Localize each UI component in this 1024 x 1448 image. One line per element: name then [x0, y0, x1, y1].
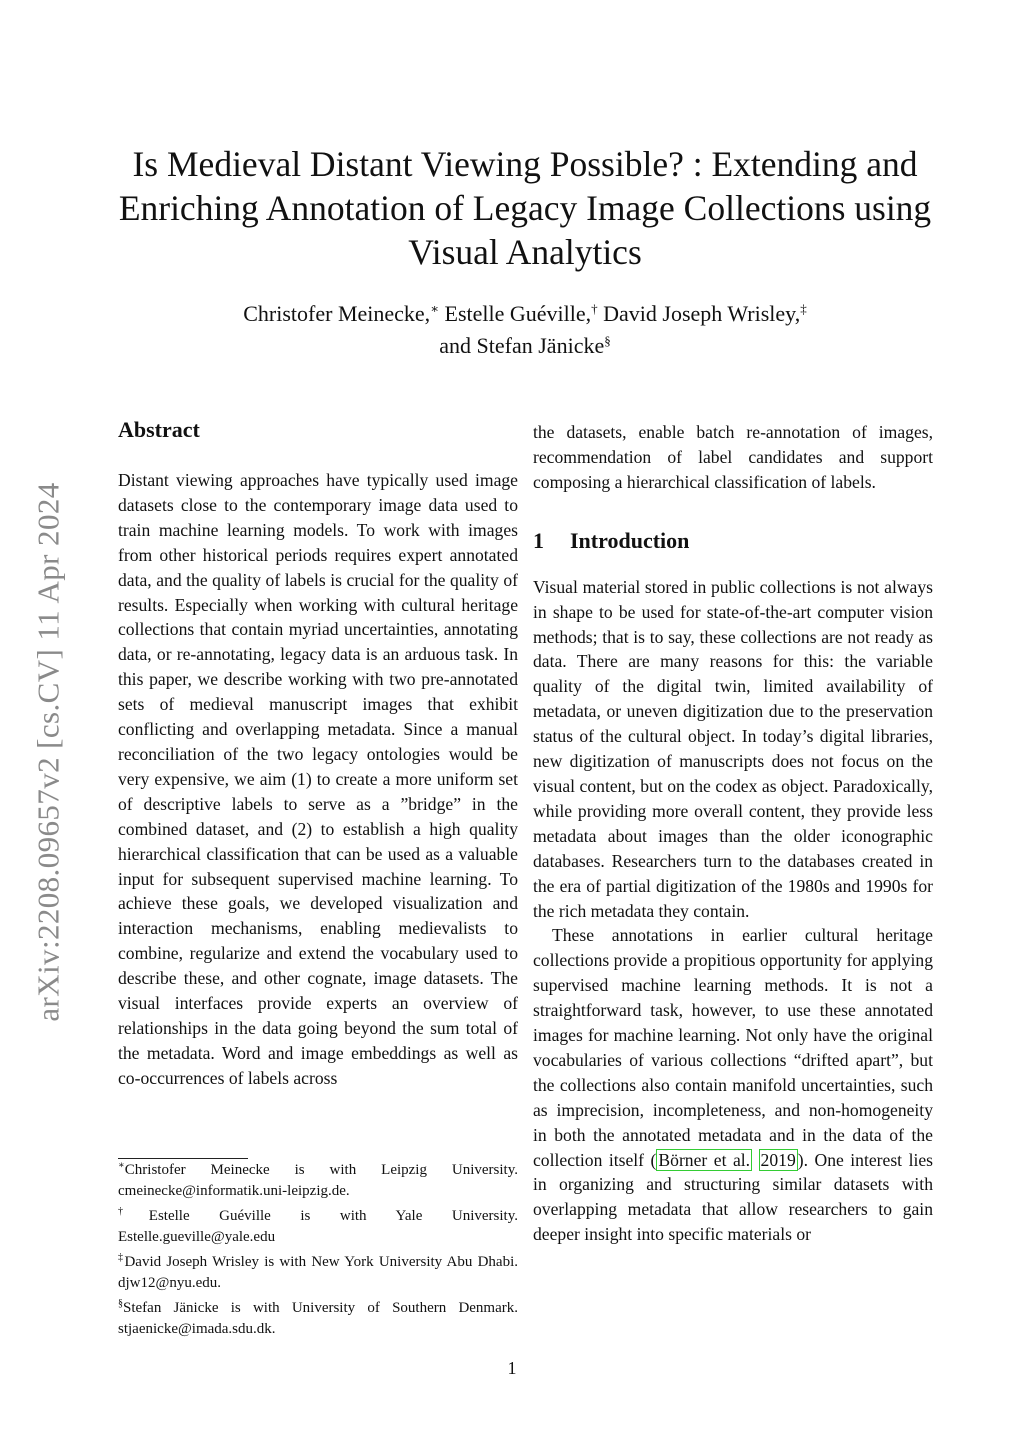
footnote-wrisley: [118, 1252, 518, 1294]
author-list: [100, 298, 950, 362]
intro-paragraph-1: Visual material stored in public collections is not always in shape to be used for state-of-the-art computer vision methods; that is to say, these collections are not ready as data. There are many reasons for this: the variable quality of the digital twin, limited availability of metadata, or uneven digitization due to the preservation status of the cultural object. In today’s digital libraries, new digitization of manuscripts does not focus on the visual content, but on the codex as object. Paradoxically, while providing more overall content, they provide less metadata about images than the older iconographic databases. Researchers turn to the databases created in the era of partial digitization of the 1980s and 1990s for the rich metadata they contain.: [533, 576, 933, 921]
footnote-mark: §: [118, 1298, 123, 1309]
arxiv-identifier-text: arXiv:2208.09657v2 [cs.CV] 11 Apr 2024: [31, 482, 66, 1022]
author-mark-4: §: [604, 333, 611, 348]
footnote-gueville: [118, 1206, 518, 1248]
intro-paragraph-2-tail: ). One interest lies in organizing and structuring similar datasets with overlapping metadata that allow researchers to gain deeper insight into specific materials or: [533, 1149, 933, 1245]
footnote-text: Estelle Guéville is with Yale University. Estelle.gueville@yale.edu: [118, 1208, 519, 1245]
footnote-mark: ‡: [118, 1252, 125, 1263]
author-line-1: [100, 298, 950, 330]
footnote-jaenicke: [118, 1298, 518, 1340]
author-mark-1: ∗: [430, 301, 440, 316]
footnotes: [118, 1160, 518, 1344]
footnote-text: Christofer Meinecke is with Leipzig University. cmeinecke@informatik.uni-leipzig.de.: [118, 1162, 518, 1199]
paper-title: Is Medieval Distant Viewing Possible? : Extending and Enriching Annotation of Legacy Image Collections using Visual Analytics: [118, 144, 932, 272]
section-title: Introduction: [570, 527, 690, 553]
abstract-heading: Abstract: [118, 417, 200, 442]
author-mark-3: ‡: [800, 301, 807, 316]
abstract-continued-text: the datasets, enable batch re-annotation of images, recommendation of label candidates and support composing a hierarchical classification of labels.: [533, 422, 933, 492]
arxiv-identifier-stamp: [14, 448, 84, 1056]
author-mark-2: †: [591, 301, 598, 316]
author-jaenicke: and Stefan Jänicke: [439, 333, 605, 358]
intro-paragraph-2: [533, 923, 933, 1247]
author-gueville: Estelle Guéville,: [439, 301, 592, 326]
footnote-text: Stefan Jänicke is with University of Southern Denmark. stjaenicke@imada.sdu.dk.: [118, 1300, 518, 1337]
footnote-mark: ∗: [118, 1160, 125, 1171]
citation-link-author[interactable]: Börner et al.: [658, 1149, 751, 1170]
footnote-mark: †: [118, 1206, 149, 1217]
footnote-meinecke: [118, 1160, 518, 1202]
author-line-2: [100, 330, 950, 362]
right-column: [533, 420, 933, 1247]
citation-link-year[interactable]: 2019: [760, 1149, 796, 1170]
author-wrisley: David Joseph Wrisley,: [597, 301, 801, 326]
introduction-heading: [533, 525, 933, 557]
section-number: 1: [533, 527, 544, 553]
author-meinecke: Christofer Meinecke,: [243, 301, 431, 326]
left-column: [118, 414, 518, 1091]
footnote-text: David Joseph Wrisley is with New York University Abu Dhabi. djw12@nyu.edu.: [118, 1254, 518, 1291]
footnote-divider: [118, 1158, 248, 1159]
intro-paragraph-2-lead: These annotations in earlier cultural heritage collections provide a propitious opportunity for applying supervised machine learning methods. It is not a straightforward task, however, to use these annotated images for machine learning. Not only have the original vocabularies of various collections “drifted apart”, but the collections also contain manifold uncertainties, such as imprecision, incompleteness, and non-homogeneity in both the annotated metadata and in the data of the collection itself (: [533, 925, 933, 1170]
abstract-text: Distant viewing approaches have typically used image datasets close to the contemporary image data used to train machine learning models. To work with images from other historical periods requires expert annotated data, and the quality of labels is crucial for the quality of results. Especially when working with cultural heritage collections that contain myriad uncertainties, annotating data, or re-annotating, legacy data is an arduous task. In this paper, we describe working with two pre-annotated sets of medieval manuscript images that exhibit conflicting and overlapping metadata. Since a manual reconciliation of the two legacy ontologies would be very expensive, we aim (1) to create a more uniform set of descriptive labels to serve as a ”bridge” in the combined dataset, and (2) to establish a high quality hierarchical classification that can be used as a valuable input for subsequent supervised machine learning. To achieve these goals, we developed visualization and interaction mechanisms, enabling medievalists to combine, regularize and extend the vocabulary used to describe these, and other cognate, image datasets. The visual interfaces provide experts an overview of relationships in the data going beyond the sum total of the metadata. Word and image embeddings as well as co-occurrences of labels across: [118, 470, 518, 1088]
page-number: 1: [507, 1358, 517, 1378]
